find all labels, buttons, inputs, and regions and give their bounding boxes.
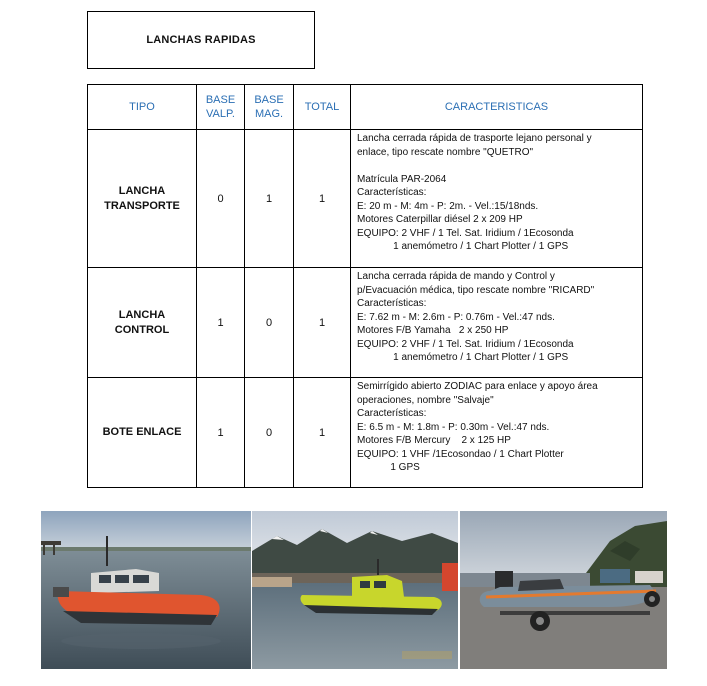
header-caracteristicas: CARACTERISTICAS (351, 85, 643, 130)
car-line: Semirrígido abierto ZODIAC para enlace y apoyo área (357, 381, 598, 392)
row-total: 1 (294, 268, 351, 378)
row-tipo: LANCHA CONTROL (88, 268, 197, 378)
car-line: 1 anemómetro / 1 Chart Plotter / 1 GPS (357, 352, 569, 363)
header-tipo: TIPO (88, 85, 197, 130)
page-title (87, 11, 315, 69)
car-line: Motores F/B Yamaha 2 x 250 HP (357, 325, 509, 336)
row-caracteristicas (351, 378, 643, 488)
car-line: Lancha cerrada rápida de trasporte lejano personal y (357, 133, 592, 144)
car-line: EQUIPO: 2 VHF / 1 Tel. Sat. Iridium / 1Ecosonda (357, 227, 574, 239)
fleet-table (87, 84, 643, 488)
car-line: Motores F/B Mercury 2 x 125 HP (357, 435, 511, 446)
car-line (357, 159, 636, 173)
car-line: p/Evacuación médica, tipo rescate nombre "RICARD" (357, 284, 595, 296)
car-line: enlace, tipo rescate nombre "QUETRO" (357, 146, 534, 158)
car-line: E: 20 m - M: 4m - P: 2m. - Vel.:15/18nds. (357, 200, 539, 212)
car-line: E: 6.5 m - M: 1.8m - P: 0.30m - Vel.:47 nds. (357, 421, 550, 433)
row-base-valp: 1 (197, 378, 245, 488)
photo-lancha-control (252, 511, 458, 669)
photo-bote-enlace (460, 511, 667, 669)
header-base-valp: BASE VALP. (197, 85, 245, 130)
row-base-mag: 0 (245, 268, 294, 378)
car-line: Motores Caterpillar diésel 2 x 209 HP (357, 214, 523, 225)
header-base-mag: BASE MAG. (245, 85, 294, 130)
row-total: 1 (294, 378, 351, 488)
table-row (88, 268, 643, 378)
car-line: Matrícula PAR-2064 (357, 173, 447, 185)
car-line: Características: (357, 298, 427, 309)
car-line: Lancha cerrada rápida de mando y Control y (357, 271, 555, 282)
row-total: 1 (294, 130, 351, 268)
row-caracteristicas (351, 268, 643, 378)
page-title-text: LANCHAS RAPIDAS (146, 34, 256, 46)
row-caracteristicas (351, 130, 643, 268)
car-line: 1 GPS (357, 462, 420, 473)
row-base-mag: 0 (245, 378, 294, 488)
car-line: Características: (357, 187, 427, 198)
car-line: operaciones, nombre "Salvaje" (357, 394, 494, 406)
car-line: Características: (357, 408, 427, 419)
photo-lancha-transporte (41, 511, 251, 669)
car-line: E: 7.62 m - M: 2.6m - P: 0.76m - Vel.:47 nds. (357, 311, 555, 323)
row-base-valp: 0 (197, 130, 245, 268)
table-row (88, 130, 643, 268)
row-tipo: LANCHA TRANSPORTE (88, 130, 197, 268)
row-tipo: BOTE ENLACE (88, 378, 197, 488)
table-header-row (88, 85, 643, 130)
car-line: 1 anemómetro / 1 Chart Plotter / 1 GPS (357, 241, 569, 252)
row-base-mag: 1 (245, 130, 294, 268)
table-row (88, 378, 643, 488)
header-total: TOTAL (294, 85, 351, 130)
row-base-valp: 1 (197, 268, 245, 378)
car-line: EQUIPO: 1 VHF /1Ecosondao / 1 Chart Plotter (357, 448, 564, 460)
car-line: EQUIPO: 2 VHF / 1 Tel. Sat. Iridium / 1Ecosonda (357, 338, 574, 350)
